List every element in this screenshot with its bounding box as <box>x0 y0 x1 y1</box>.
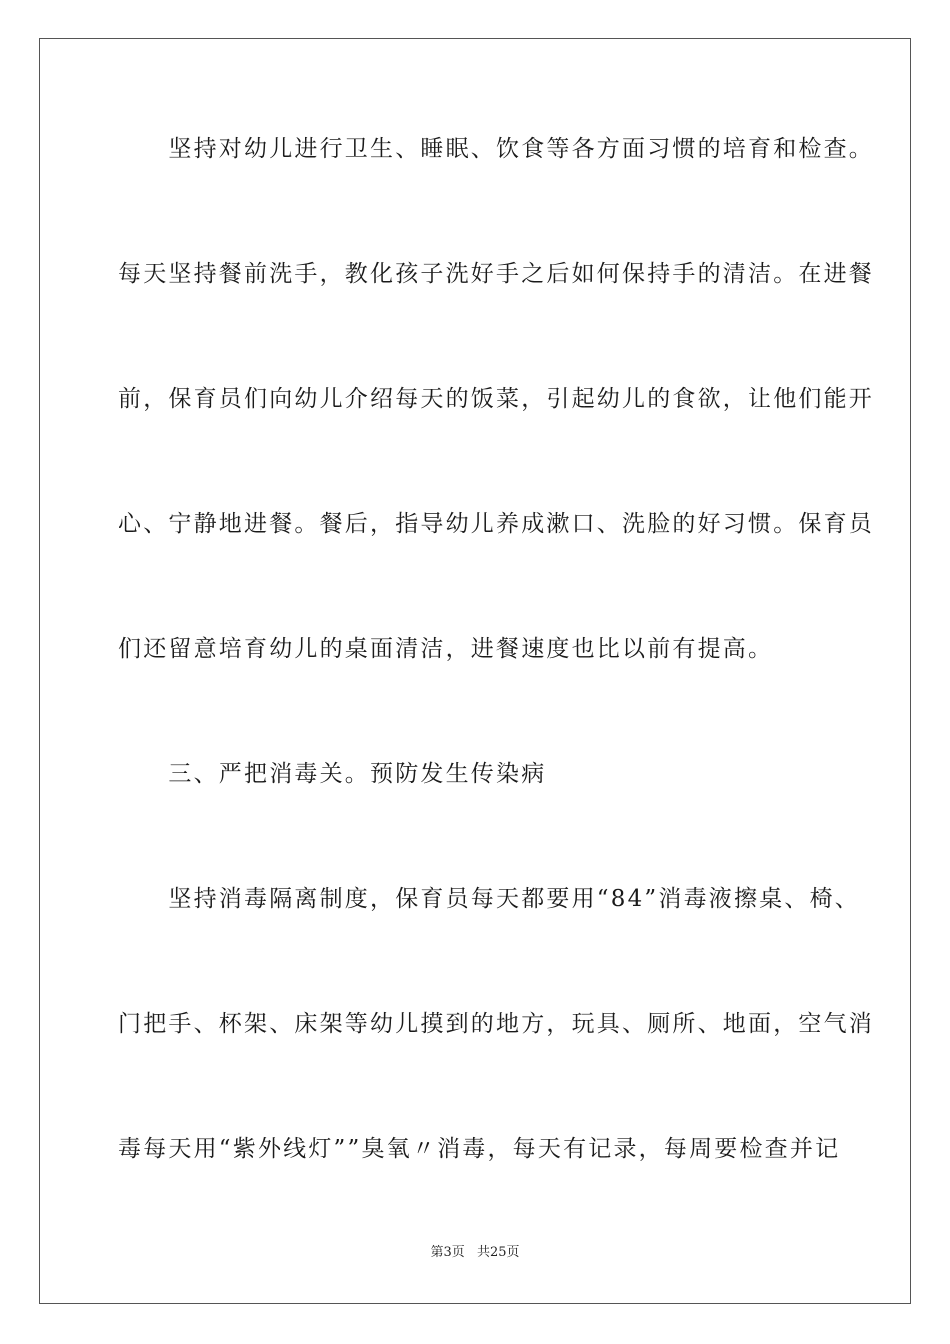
body-line-1: 坚持对幼儿进行卫生、睡眠、饮食等各方面习惯的培育和检查。 <box>118 136 874 162</box>
section-heading: 三、严把消毒关。预防发生传染病 <box>118 761 547 787</box>
page-border <box>39 38 911 1304</box>
body-line-6: 坚持消毒隔离制度，保育员每天都要用“84”消毒液擦桌、椅、 <box>118 886 860 912</box>
page-footer <box>0 1245 950 1261</box>
page-total: 共25页 <box>476 1245 520 1260</box>
body-line-3: 前，保育员们向幼儿介绍每天的饭菜，引起幼儿的食欲，让他们能开 <box>118 386 874 412</box>
body-line-2: 每天坚持餐前洗手，教化孩子洗好手之后如何保持手的清洁。在进餐 <box>118 261 874 287</box>
body-line-8: 毒每天用“紫外线灯””臭氧〃消毒，每天有记录，每周要检查并记 <box>118 1136 841 1162</box>
body-line-4: 心、宁静地进餐。餐后，指导幼儿养成漱口、洗脸的好习惯。保育员 <box>118 511 874 537</box>
body-line-5: 们还留意培育幼儿的桌面清洁，进餐速度也比以前有提高。 <box>118 636 774 662</box>
page-number: 第3页 <box>430 1245 465 1260</box>
body-line-7: 门把手、杯架、床架等幼儿摸到的地方，玩具、厕所、地面，空气消 <box>118 1011 874 1037</box>
